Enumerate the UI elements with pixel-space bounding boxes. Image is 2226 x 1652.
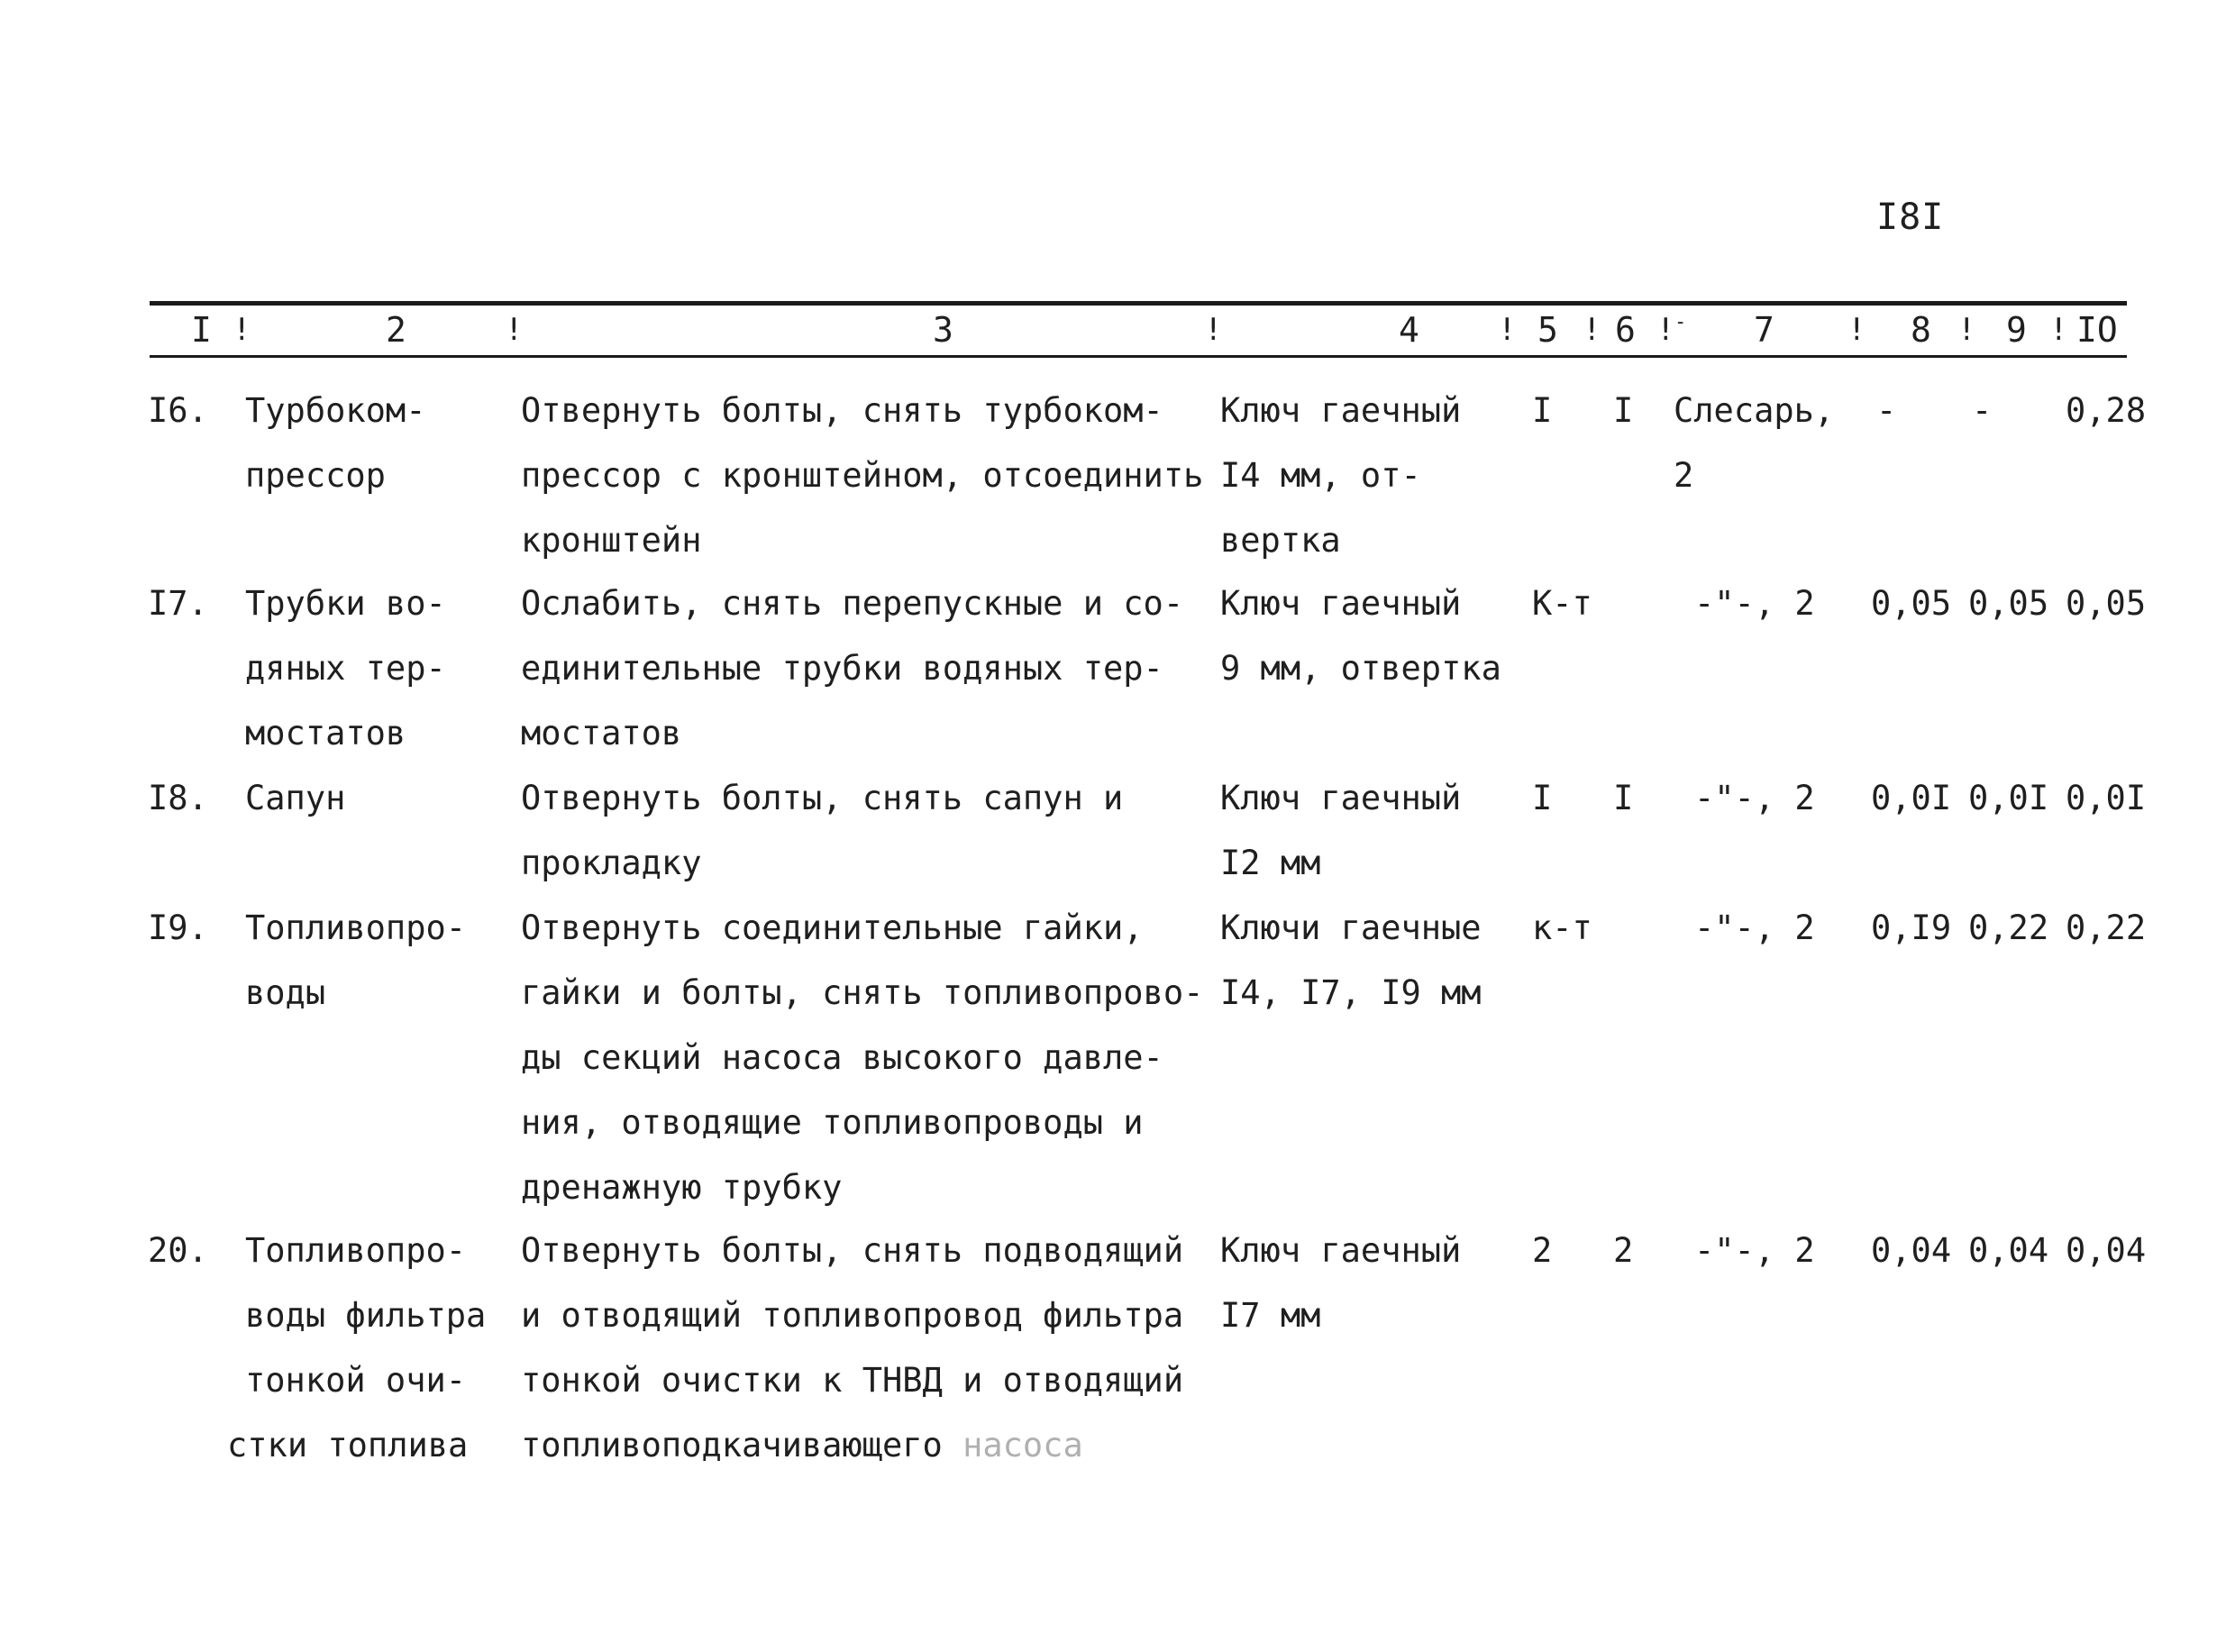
row-operation: Ослабить, снять перепускные и со- единительные трубки водяных тер- мостатов — [521, 584, 1184, 753]
header-col-10: IO — [2076, 310, 2118, 350]
row-operation: Отвернуть соединительные гайки, гайки и болты, снять топливопрово- ды секций насоса высокого давле- ния, отводящие топливопроводы и дренажную трубку — [521, 908, 1204, 1207]
header-col-4: 4 — [1399, 310, 1419, 350]
row-part-name-last-line: стки топлива — [227, 1426, 469, 1465]
row-col7-worker: -"-, 2 — [1694, 779, 1815, 817]
row-col9: 0,05 — [1968, 584, 2049, 623]
row-col10: 0,05 — [2066, 584, 2147, 623]
header-separator: ! — [1204, 312, 1223, 348]
row-col7-worker: -"-, 2 — [1694, 1231, 1815, 1270]
row-number: I9. — [148, 908, 208, 947]
row-operation-last-line — [521, 1413, 1083, 1478]
row-col5: к-т — [1532, 908, 1592, 947]
row-tool: Ключ гаечный 9 мм, отвертка — [1220, 584, 1501, 688]
row-part-name: Топливопро- воды фильтра тонкой очи- — [245, 1231, 487, 1400]
row-number: I8. — [148, 779, 208, 817]
row-tool: Ключ гаечный I7 мм — [1220, 1231, 1462, 1335]
row-col8: - — [1876, 391, 1897, 430]
header-separator: ! — [1847, 312, 1866, 348]
row-part-name: Трубки во- дяных тер- мостатов — [245, 584, 446, 753]
row-part-name: Сапун — [245, 779, 346, 817]
header-separator: ! — [2049, 312, 2068, 348]
header-col-1: I — [191, 310, 212, 350]
header-separator: ! — [1957, 312, 1976, 348]
row-col8: 0,04 — [1871, 1231, 1952, 1270]
row-operation: Отвернуть болты, снять турбоком- прессор с кронштейном, отсоединить кронштейн — [521, 391, 1204, 560]
row-part-name: Топливопро- воды — [245, 908, 467, 1012]
row-col8: 0,05 — [1871, 584, 1952, 623]
operation-faded-text: насоса — [962, 1426, 1083, 1465]
header-separator-mark: - — [1674, 311, 1687, 333]
row-number: I7. — [148, 584, 208, 623]
row-operation: Отвернуть болты, снять подводящий и отводящий топливопровод фильтра тонкой очистки к ТНВД и отводящий — [521, 1231, 1184, 1400]
table-top-rule — [150, 301, 2127, 306]
row-col6: I — [1613, 391, 1634, 430]
row-col5: К-т — [1532, 584, 1592, 623]
row-col6: I — [1613, 779, 1634, 817]
header-col-5: 5 — [1537, 310, 1558, 350]
row-col5: I — [1532, 779, 1553, 817]
row-col10: 0,04 — [2066, 1231, 2147, 1270]
row-col5: I — [1532, 391, 1553, 430]
row-col9: 0,0I — [1968, 779, 2049, 817]
row-col5: 2 — [1532, 1231, 1553, 1270]
row-col7-worker: Слесарь, 2 — [1674, 391, 1835, 495]
header-col-9: 9 — [2006, 310, 2027, 350]
header-separator: ! — [1498, 312, 1517, 348]
operation-last-text: топливоподкачивающего — [521, 1426, 943, 1465]
header-separator: ! — [233, 312, 251, 348]
row-number: I6. — [148, 391, 208, 430]
header-col-3: 3 — [933, 310, 953, 350]
row-col8: 0,0I — [1871, 779, 1952, 817]
row-col10: 0,0I — [2066, 779, 2147, 817]
page-number: I8I — [1876, 196, 1945, 238]
header-separator: ! — [1583, 312, 1601, 348]
table-header-rule — [150, 355, 2127, 358]
row-col10: 0,28 — [2066, 391, 2147, 430]
row-col8: 0,I9 — [1871, 908, 1952, 947]
header-col-2: 2 — [386, 310, 406, 350]
row-tool: Ключ гаечный I2 мм — [1220, 779, 1462, 882]
header-col-6: 6 — [1615, 310, 1636, 350]
header-separator: ! — [1656, 312, 1675, 348]
row-number: 20. — [148, 1231, 208, 1270]
row-col7-worker: -"-, 2 — [1694, 584, 1815, 623]
row-col7-worker: -"-, 2 — [1694, 908, 1815, 947]
row-col9: 0,22 — [1968, 908, 2049, 947]
row-tool: Ключи гаечные I4, I7, I9 мм — [1220, 908, 1482, 1012]
header-col-8: 8 — [1911, 310, 1931, 350]
row-operation: Отвернуть болты, снять сапун и прокладку — [521, 779, 1124, 882]
row-col9: 0,04 — [1968, 1231, 2049, 1270]
header-col-7: 7 — [1754, 310, 1774, 350]
header-separator: ! — [505, 312, 524, 348]
row-col9: - — [1972, 391, 1993, 430]
row-col6: 2 — [1613, 1231, 1634, 1270]
row-tool: Ключ гаечный I4 мм, от- вертка — [1220, 391, 1462, 560]
row-part-name: Турбоком- прессор — [245, 391, 426, 495]
row-col10: 0,22 — [2066, 908, 2147, 947]
